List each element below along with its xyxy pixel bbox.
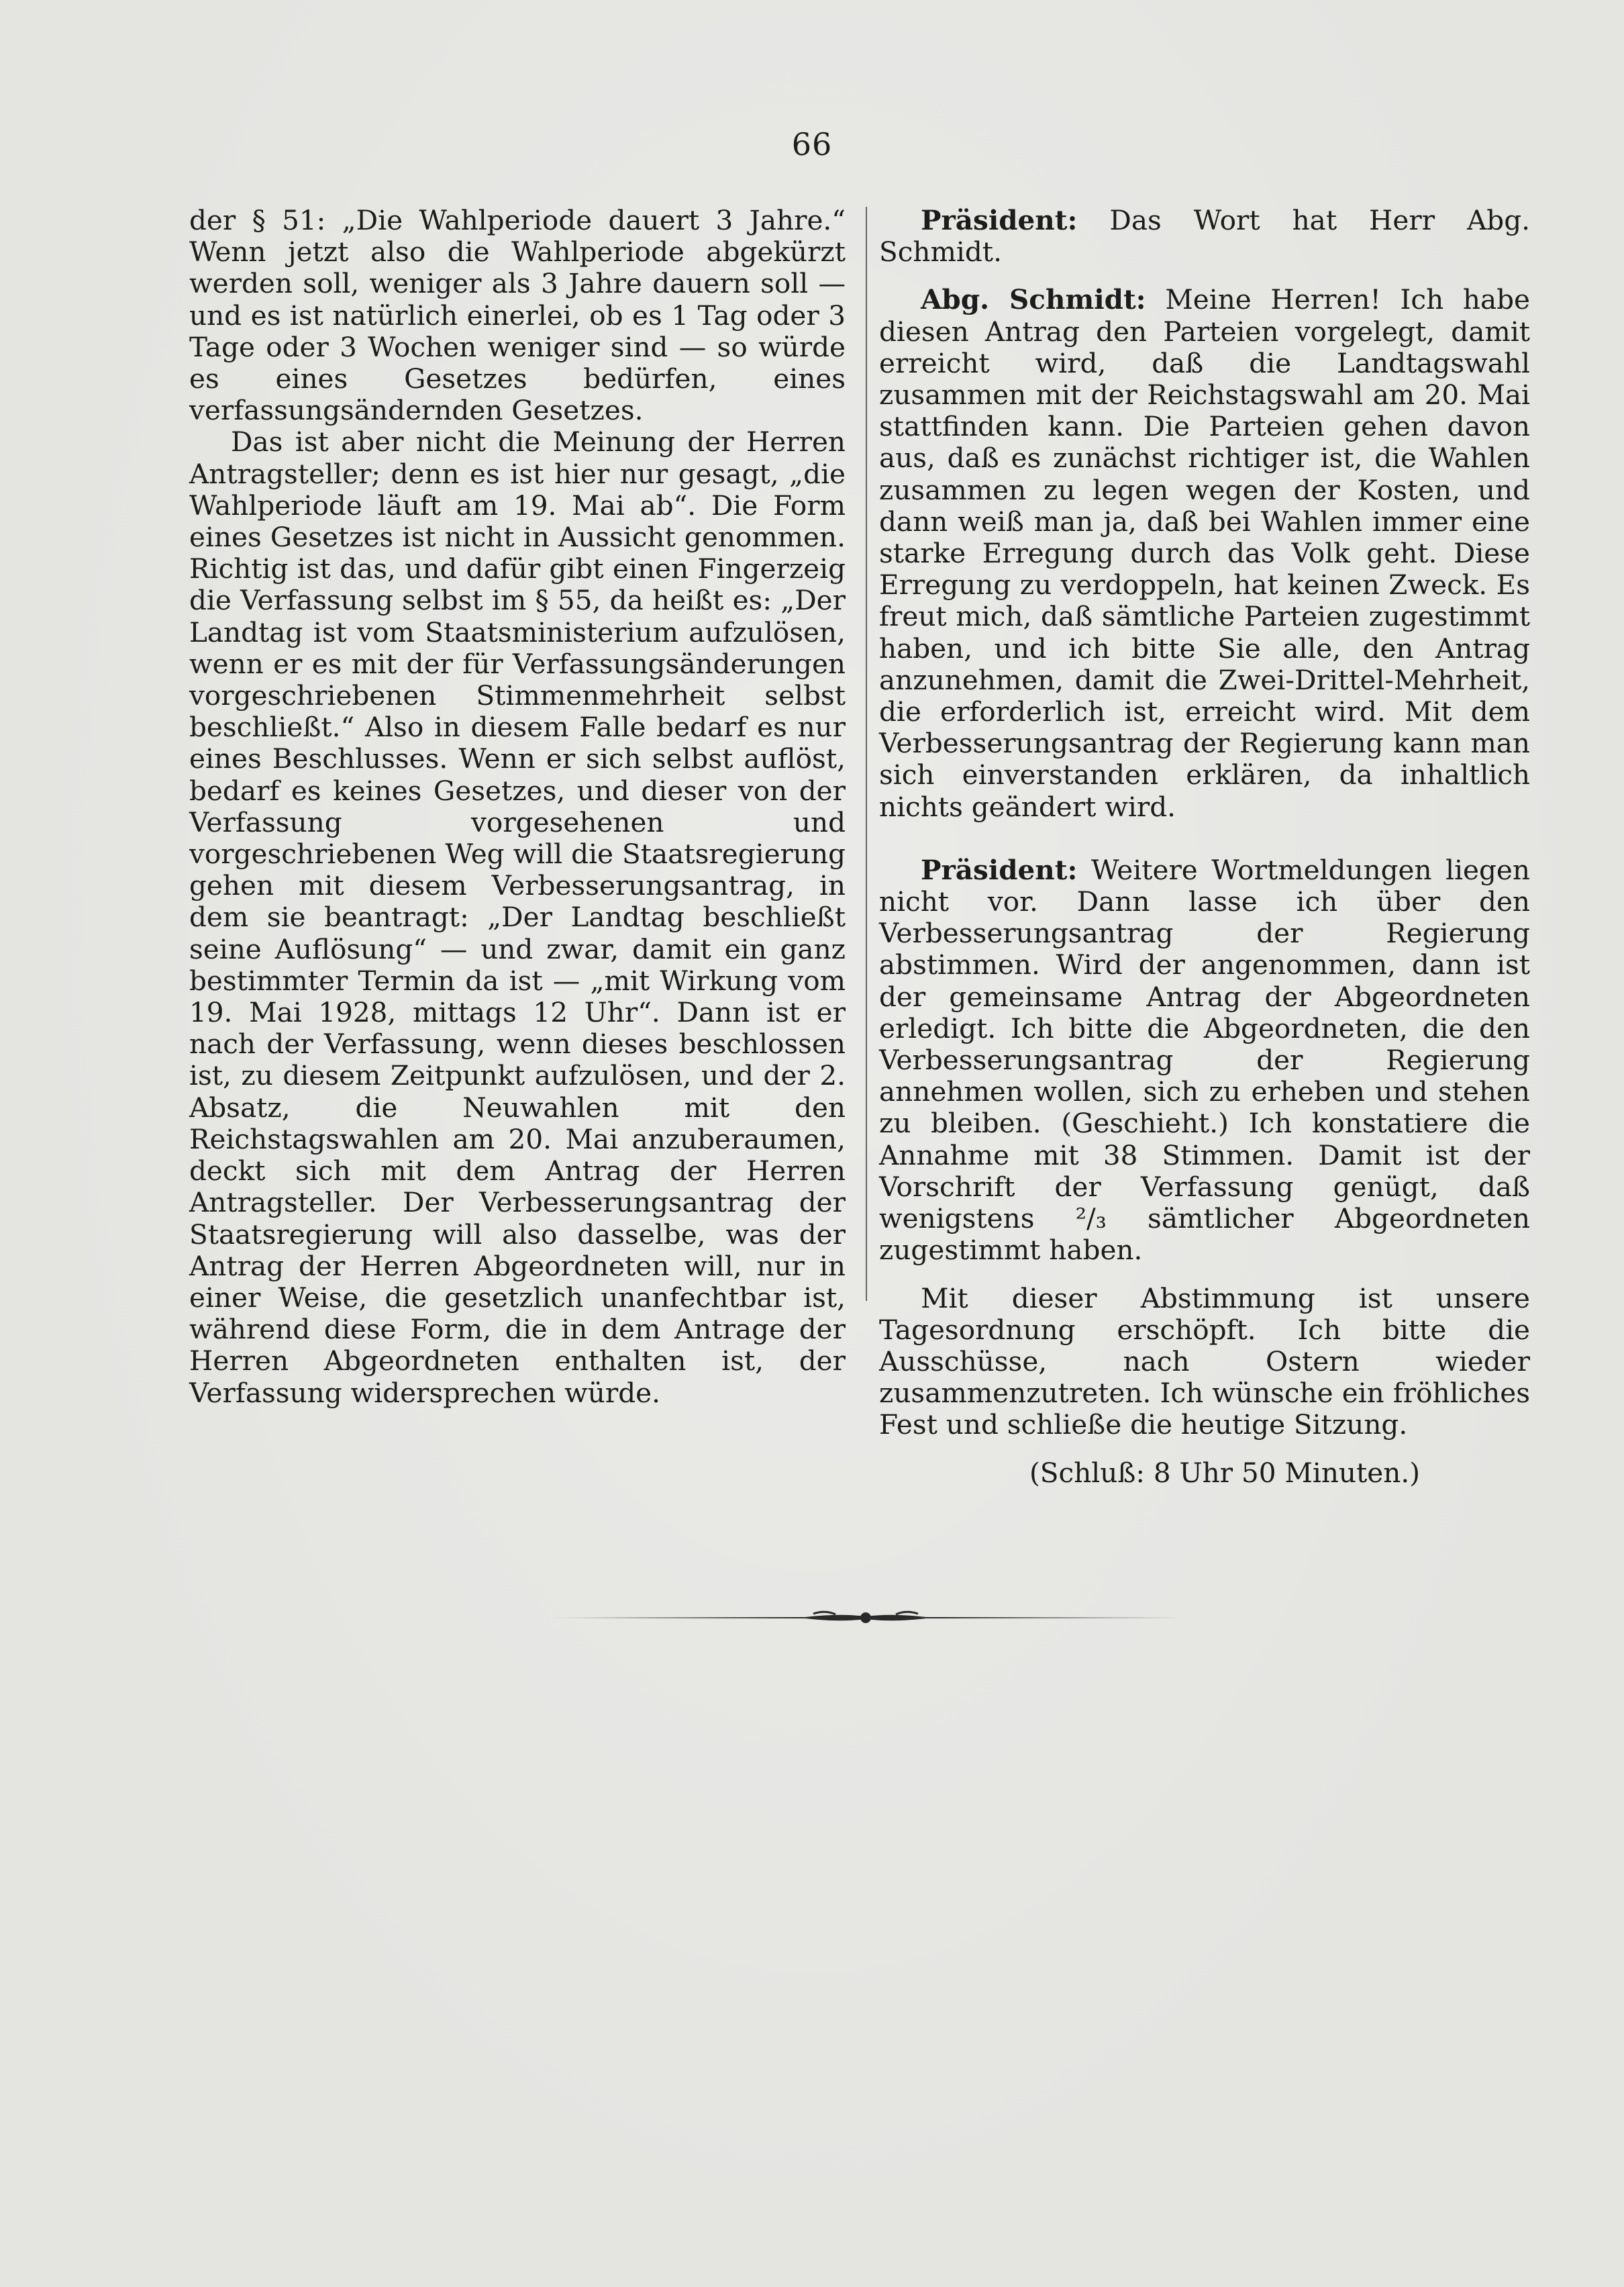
speech-paragraph [879,284,1530,822]
speech-text: Das Wort hat Herr Abg. Schmidt. [879,204,1530,269]
speech-paragraph [879,205,1530,268]
left-column [189,205,846,1409]
closing-paragraph: Mit dieser Abstimmung ist unsere Tagesordnung erschöpft. Ich bitte die Ausschüsse, nach Ostern wieder zusammenzutreten. Ich wünsche ein fröhliches Fest und schließe die heutige Sitzung. [879,1281,1530,1441]
session-end-note: (Schluß: 8 Uhr 50 Minuten.) [1029,1456,1420,1489]
left-paragraph: Das ist aber nicht die Meinung der Herren Antragsteller; denn es ist hier nur gesagt, „die Wahlperiode läuft am 19. Mai ab“. Die Form eines Gesetzes ist nicht in Aussicht genommen. Richtig ist das, und dafür gibt einen Fingerzeig die Verfassung selbst im § 55, da heißt es: „Der Landtag ist vom Staatsministerium aufzulösen, wenn er es mit der für Verfassungsänderungen vorgeschriebenen Stimmenmehrheit selbst beschließt.“ Also in diesem Falle bedarf es nur eines Beschlusses. Wenn er sich selbst auflöst, bedarf es keines Gesetzes, und dieser von der Verfassung vorgesehenen und vorgeschriebenen Weg will die Staatsregierung gehen mit diesem Verbesserungsantrag, in dem sie beantragt: „Der Landtag beschließt seine Auflösung“ — und zwar, damit ein ganz bestimmter Termin da ist — „mit Wirkung vom 19. Mai 1928, mittags 12 Uhr“. Dann ist er nach der Verfassung, wenn dieses beschlossen ist, zu diesem Zeitpunkt aufzulösen, und der 2. Absatz, die Neuwahlen mit den Reichstagswahlen am 20. Mai anzuberaumen, deckt sich mit dem Antrag der Herren Antragsteller. Der Verbesserungsantrag der Staatsregierung will also dasselbe, was der Antrag der Herren Abgeordneten will, nur in einer Weise, die gesetzlich unanfechtbar ist, während diese Form, die in dem Antrage der Herren Abgeordneten enthalten ist, der Verfassung widersprechen würde. [189,426,846,1409]
decorative-rule-ornament [550,1604,1181,1631]
right-column [879,205,1530,1489]
speaker-label: Präsident: [921,853,1078,886]
speaker-label: Präsident: [921,204,1078,236]
speech-text: Weitere Wortmeldungen liegen nicht vor. Dann lasse ich über den Verbesserungsantrag der Regierung abstimmen. Wird der angenommen, dann ist der gemeinsame Antrag der Abgeordneten erledigt. Ich bitte die Abgeordneten, die den Verbesserungsantrag der Regierung annehmen wollen, sich zu erheben und stehen zu bleiben. (Geschieht.) Ich konstatiere die Annahme mit 38 Stimmen. Damit ist der Vorschrift der Verfassung genügt, daß wenigstens ²/₃ sämtlicher Abgeordneten zugestimmt haben. [879,853,1530,1267]
column-divider [866,207,867,1301]
page-number: 66 [791,126,833,162]
speaker-label: Abg. Schmidt: [921,283,1146,316]
left-paragraph: der § 51: „Die Wahlperiode dauert 3 Jahre.“ Wenn jetzt also die Wahlperiode abgekürzt werden soll, weniger als 3 Jahre dauern soll — und es ist natürlich einerlei, ob es 1 Tag oder 3 Tage oder 3 Wochen weniger sind — so würde es eines Gesetzes bedürfen, eines verfassungsändernden Gesetzes. [189,204,846,427]
speech-text: Meine Herren! Ich habe diesen Antrag den Parteien vorgelegt, damit erreicht wird, daß die Landtagswahl zusammen mit der Reichstagswahl am 20. Mai stattfinden kann. Die Parteien gehen davon aus, daß es zunächst richtiger ist, die Wahlen zusammen zu legen wegen der Kosten, und dann weiß man ja, daß bei Wahlen immer eine starke Erregung durch das Volk geht. Diese Erregung zu verdoppeln, hat keinen Zweck. Es freut mich, daß sämtliche Parteien zugestimmt haben, und ich bitte Sie alle, den Antrag anzunehmen, damit die Zwei-Drittel-Mehrheit, die erforderlich ist, erreicht wird. Mit dem Verbesserungsantrag der Regierung kann man sich einverstanden erklären, da inhaltlich nichts geändert wird. [879,283,1530,823]
speech-paragraph [879,855,1530,1267]
